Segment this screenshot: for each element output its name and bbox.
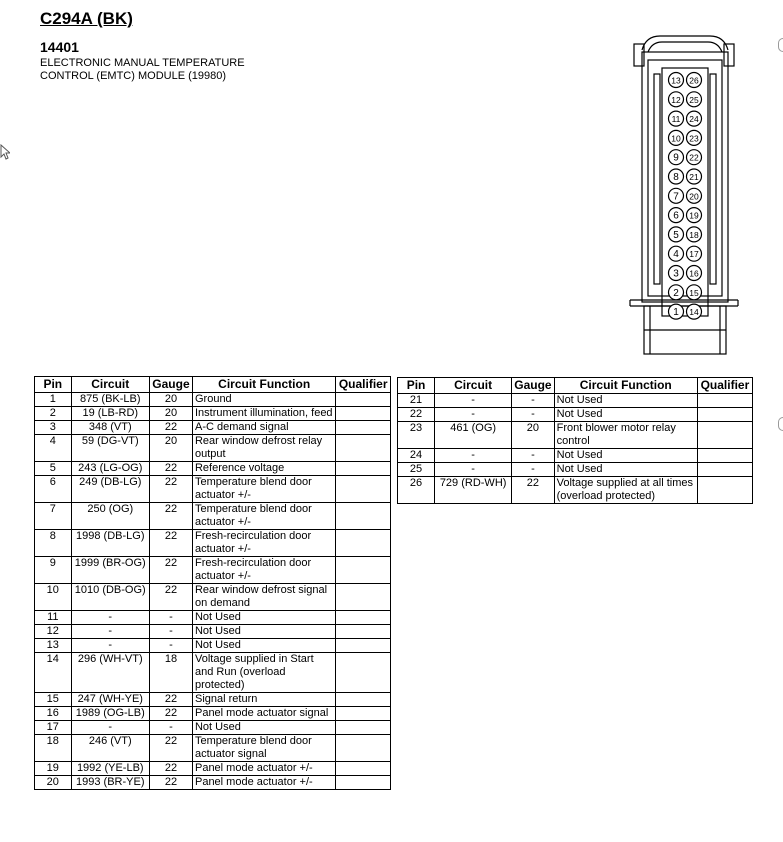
- function-cell: Reference voltage: [192, 462, 335, 476]
- pin-number-label: 19: [689, 210, 699, 221]
- table-row: [35, 476, 391, 503]
- table-row: [398, 394, 753, 408]
- function-cell: Ground: [192, 393, 335, 407]
- function-cell: Not Used: [192, 721, 335, 735]
- function-cell: Not Used: [192, 625, 335, 639]
- table-row: [35, 393, 391, 407]
- circuit-cell: 1989 (OG-LB): [71, 707, 149, 721]
- function-cell: Front blower motor relay control: [554, 422, 697, 449]
- header-qualifier: Qualifier: [336, 377, 391, 393]
- header-circuit: Circuit: [71, 377, 149, 393]
- pin-cell: 24: [398, 449, 435, 463]
- function-cell: Not Used: [554, 408, 697, 422]
- pin-cell: 22: [398, 408, 435, 422]
- qualifier-cell: [336, 407, 391, 421]
- table-row: [35, 462, 391, 476]
- function-cell: Panel mode actuator signal: [192, 707, 335, 721]
- pinout-table-right: [397, 377, 753, 504]
- table-row: [35, 407, 391, 421]
- pin-number-label: 7: [673, 191, 679, 203]
- circuit-cell: 250 (OG): [71, 503, 149, 530]
- circuit-cell: -: [71, 611, 149, 625]
- gauge-cell: -: [149, 611, 192, 625]
- function-cell: Panel mode actuator +/-: [192, 762, 335, 776]
- pin-cell: 7: [35, 503, 72, 530]
- function-cell: Not Used: [554, 463, 697, 477]
- pin-cell: 15: [35, 693, 72, 707]
- circuit-cell: 875 (BK-LB): [71, 393, 149, 407]
- circuit-cell: 348 (VT): [71, 421, 149, 435]
- pin-number-label: 17: [689, 249, 699, 260]
- function-cell: Temperature blend door actuator +/-: [192, 503, 335, 530]
- table-row: [35, 762, 391, 776]
- qualifier-cell: [336, 639, 391, 653]
- gauge-cell: 20: [149, 393, 192, 407]
- gauge-cell: 20: [149, 435, 192, 462]
- pinout-table-left: [34, 376, 391, 790]
- part-number: 14401: [40, 39, 79, 55]
- qualifier-cell: [336, 611, 391, 625]
- pin-cell: 12: [35, 625, 72, 639]
- qualifier-cell: [697, 422, 752, 449]
- pin-cell: 17: [35, 721, 72, 735]
- function-cell: Signal return: [192, 693, 335, 707]
- header-circuit-function: Circuit Function: [192, 377, 335, 393]
- gauge-cell: 18: [149, 653, 192, 693]
- table-row: [35, 503, 391, 530]
- pin-cell: 18: [35, 735, 72, 762]
- pin-cell: 16: [35, 707, 72, 721]
- table-row: [35, 776, 391, 790]
- function-cell: Not Used: [554, 394, 697, 408]
- function-cell: Panel mode actuator +/-: [192, 776, 335, 790]
- pin-cell: 19: [35, 762, 72, 776]
- pin-number-label: 5: [673, 229, 679, 241]
- gauge-cell: 22: [149, 557, 192, 584]
- gauge-cell: 22: [149, 584, 192, 611]
- header-circuit-function: Circuit Function: [554, 378, 697, 394]
- table-row: [35, 435, 391, 462]
- circuit-cell: 1999 (BR-OG): [71, 557, 149, 584]
- table-row: [35, 611, 391, 625]
- function-cell: A-C demand signal: [192, 421, 335, 435]
- pin-cell: 8: [35, 530, 72, 557]
- qualifier-cell: [697, 449, 752, 463]
- qualifier-cell: [336, 693, 391, 707]
- gauge-cell: 22: [149, 503, 192, 530]
- qualifier-cell: [336, 393, 391, 407]
- circuit-cell: 729 (RD-WH): [435, 477, 512, 504]
- pin-number-label: 26: [689, 75, 699, 86]
- circuit-cell: 243 (LG-OG): [71, 462, 149, 476]
- circuit-cell: -: [435, 394, 512, 408]
- circuit-cell: 1998 (DB-LG): [71, 530, 149, 557]
- gauge-cell: 22: [149, 693, 192, 707]
- table-row: [35, 557, 391, 584]
- qualifier-cell: [336, 721, 391, 735]
- pin-number-label: 16: [689, 268, 699, 279]
- function-cell: Voltage supplied at all times (overload protected): [554, 477, 697, 504]
- pin-cell: 5: [35, 462, 72, 476]
- table-row: [35, 584, 391, 611]
- gauge-cell: 22: [149, 735, 192, 762]
- mouse-pointer-icon: [0, 144, 10, 160]
- function-cell: Instrument illumination, feed: [192, 407, 335, 421]
- pin-number-label: 25: [689, 94, 699, 105]
- circuit-cell: -: [435, 449, 512, 463]
- pin-cell: 20: [35, 776, 72, 790]
- qualifier-cell: [336, 735, 391, 762]
- circuit-cell: 461 (OG): [435, 422, 512, 449]
- circuit-cell: 1992 (YE-LB): [71, 762, 149, 776]
- pin-number-label: 2: [673, 287, 679, 299]
- circuit-cell: -: [71, 639, 149, 653]
- pin-cell: 25: [398, 463, 435, 477]
- pin-number-label: 24: [689, 114, 699, 125]
- pin-number-label: 23: [689, 133, 699, 144]
- gauge-cell: -: [149, 639, 192, 653]
- function-cell: Not Used: [192, 611, 335, 625]
- connector-title: C294A (BK): [40, 9, 133, 28]
- function-cell: Fresh-recirculation door actuator +/-: [192, 557, 335, 584]
- circuit-cell: 296 (WH-VT): [71, 653, 149, 693]
- pin-number-label: 4: [673, 249, 679, 261]
- qualifier-cell: [336, 776, 391, 790]
- gauge-cell: -: [512, 394, 554, 408]
- gauge-cell: 22: [512, 477, 554, 504]
- gauge-cell: 22: [149, 762, 192, 776]
- circuit-cell: -: [435, 463, 512, 477]
- circuit-cell: 59 (DG-VT): [71, 435, 149, 462]
- pin-number-label: 11: [671, 114, 681, 125]
- pin-number-label: 22: [689, 152, 699, 163]
- function-cell: Temperature blend door actuator signal: [192, 735, 335, 762]
- table-row: [398, 422, 753, 449]
- table-row: [35, 421, 391, 435]
- qualifier-cell: [336, 653, 391, 693]
- qualifier-cell: [336, 503, 391, 530]
- pin-number-label: 3: [673, 268, 679, 280]
- pin-cell: 9: [35, 557, 72, 584]
- circuit-cell: 247 (WH-YE): [71, 693, 149, 707]
- connector-pins-right: [687, 73, 702, 320]
- pin-number-label: 9: [673, 152, 679, 164]
- qualifier-cell: [336, 476, 391, 503]
- pin-number-label: 14: [689, 307, 699, 318]
- table-row: [35, 625, 391, 639]
- module-description: [40, 57, 245, 83]
- gauge-cell: -: [149, 721, 192, 735]
- qualifier-cell: [336, 421, 391, 435]
- gauge-cell: 22: [149, 776, 192, 790]
- qualifier-cell: [336, 762, 391, 776]
- table-row: [35, 653, 391, 693]
- pin-cell: 13: [35, 639, 72, 653]
- gauge-cell: -: [512, 408, 554, 422]
- pin-cell: 1: [35, 393, 72, 407]
- table-row: [398, 463, 753, 477]
- table-row: [35, 530, 391, 557]
- header-qualifier: Qualifier: [697, 378, 752, 394]
- gauge-cell: 22: [149, 707, 192, 721]
- pin-number-label: 21: [689, 172, 699, 182]
- pin-cell: 10: [35, 584, 72, 611]
- gauge-cell: 20: [512, 422, 554, 449]
- pin-number-label: 6: [673, 210, 679, 222]
- circuit-cell: 1993 (BR-YE): [71, 776, 149, 790]
- gauge-cell: 22: [149, 476, 192, 503]
- pin-cell: 23: [398, 422, 435, 449]
- connector-pins-left: [669, 73, 684, 320]
- pin-number-label: 12: [671, 94, 681, 105]
- pin-cell: 2: [35, 407, 72, 421]
- table-row: [398, 477, 753, 504]
- qualifier-cell: [697, 408, 752, 422]
- gauge-cell: 22: [149, 530, 192, 557]
- circuit-cell: 1010 (DB-OG): [71, 584, 149, 611]
- table-row: [398, 449, 753, 463]
- function-cell: Not Used: [192, 639, 335, 653]
- pin-number-label: 13: [671, 75, 681, 86]
- pin-number-label: 18: [689, 229, 699, 240]
- qualifier-cell: [336, 435, 391, 462]
- header-gauge: Gauge: [512, 378, 554, 394]
- gauge-cell: 20: [149, 407, 192, 421]
- page-edge-mark: [778, 38, 783, 52]
- circuit-cell: 19 (LB-RD): [71, 407, 149, 421]
- pin-number-label: 15: [689, 287, 699, 298]
- connector-face-diagram: [626, 34, 742, 360]
- table-row: [398, 408, 753, 422]
- table-row: [35, 721, 391, 735]
- circuit-cell: -: [435, 408, 512, 422]
- module-desc-line-1: ELECTRONIC MANUAL TEMPERATURE: [40, 57, 245, 69]
- qualifier-cell: [697, 394, 752, 408]
- gauge-cell: 22: [149, 421, 192, 435]
- circuit-cell: 249 (DB-LG): [71, 476, 149, 503]
- qualifier-cell: [336, 584, 391, 611]
- pin-cell: 14: [35, 653, 72, 693]
- qualifier-cell: [697, 477, 752, 504]
- circuit-cell: -: [71, 721, 149, 735]
- pin-number-label: 20: [689, 191, 699, 202]
- header-circuit: Circuit: [435, 378, 512, 394]
- gauge-cell: -: [512, 463, 554, 477]
- pin-number-label: 8: [673, 172, 679, 183]
- header-pin: Pin: [35, 377, 72, 393]
- pin-number-label: 10: [671, 133, 681, 144]
- module-desc-line-2: CONTROL (EMTC) MODULE (19980): [40, 70, 227, 82]
- qualifier-cell: [336, 462, 391, 476]
- circuit-cell: 246 (VT): [71, 735, 149, 762]
- qualifier-cell: [336, 625, 391, 639]
- gauge-cell: -: [149, 625, 192, 639]
- table-row: [35, 639, 391, 653]
- pin-number-label: 1: [673, 307, 679, 319]
- qualifier-cell: [697, 463, 752, 477]
- function-cell: Rear window defrost signal on demand: [192, 584, 335, 611]
- page-edge-mark: [778, 417, 783, 431]
- circuit-cell: -: [71, 625, 149, 639]
- pin-cell: 4: [35, 435, 72, 462]
- function-cell: Fresh-recirculation door actuator +/-: [192, 530, 335, 557]
- pin-cell: 3: [35, 421, 72, 435]
- qualifier-cell: [336, 557, 391, 584]
- pin-cell: 6: [35, 476, 72, 503]
- function-cell: Voltage supplied in Start and Run (overload protected): [192, 653, 335, 693]
- gauge-cell: -: [512, 449, 554, 463]
- header-pin: Pin: [398, 378, 435, 394]
- function-cell: Temperature blend door actuator +/-: [192, 476, 335, 503]
- table-row: [35, 707, 391, 721]
- table-row: [35, 735, 391, 762]
- function-cell: Rear window defrost relay output: [192, 435, 335, 462]
- pin-cell: 21: [398, 394, 435, 408]
- qualifier-cell: [336, 530, 391, 557]
- table-row: [35, 693, 391, 707]
- pin-cell: 26: [398, 477, 435, 504]
- gauge-cell: 22: [149, 462, 192, 476]
- pin-cell: 11: [35, 611, 72, 625]
- header-gauge: Gauge: [149, 377, 192, 393]
- function-cell: Not Used: [554, 449, 697, 463]
- qualifier-cell: [336, 707, 391, 721]
